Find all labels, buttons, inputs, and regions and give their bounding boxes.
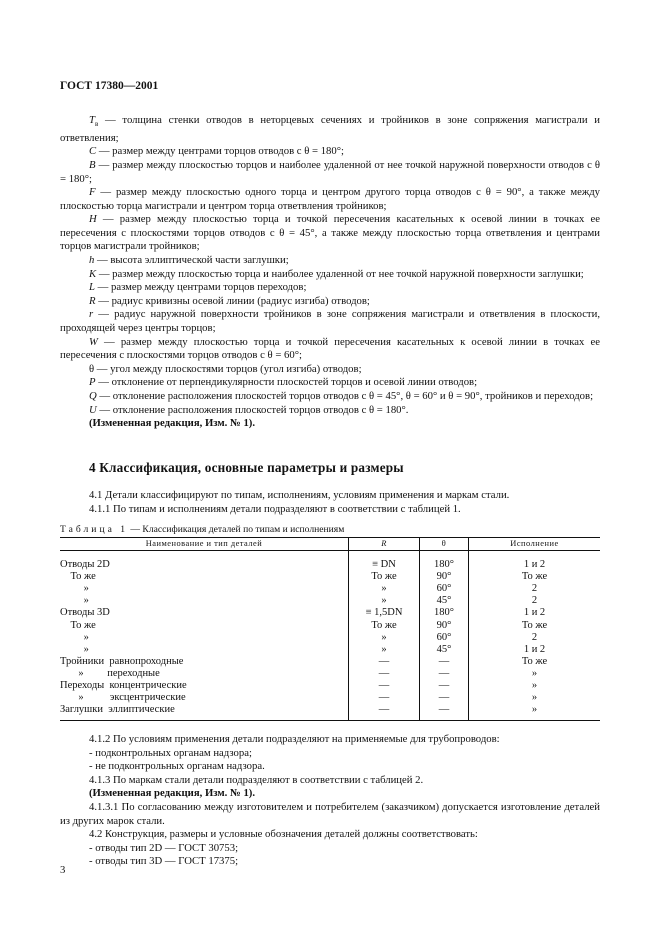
header-exec: Исполнение bbox=[469, 538, 601, 551]
cell-exec: » bbox=[531, 667, 538, 679]
cell-name: Переходы концентрические bbox=[60, 680, 187, 692]
cell-name: » эксцентрические bbox=[60, 692, 186, 704]
definition-symbol: H bbox=[89, 213, 97, 226]
definition-item bbox=[60, 254, 600, 268]
cell-r: То же bbox=[371, 571, 397, 583]
definition-text: — высота эллиптической части заглушки; bbox=[94, 254, 289, 267]
cell-name: То же bbox=[60, 619, 96, 631]
definition-item bbox=[60, 159, 600, 186]
definition-text: — размер между центрами торцов отводов с θ = 180°; bbox=[96, 145, 344, 158]
column-r bbox=[349, 551, 420, 721]
header-r-label: R bbox=[381, 539, 387, 548]
table-header-row bbox=[60, 538, 600, 551]
paragraph: - отводы тип 2D — ГОСТ 30753; bbox=[89, 841, 239, 854]
definition-item bbox=[60, 268, 600, 282]
paragraph: 4.2 Конструкция, размеры и условные обозначения деталей должны соответствовать: bbox=[89, 828, 478, 841]
column-theta bbox=[420, 551, 469, 721]
cell-name: Тройники равнопроходные bbox=[60, 655, 184, 667]
cell-name: » переходные bbox=[60, 667, 160, 679]
cell-r: — bbox=[378, 655, 390, 667]
definition-text: — радиус наружной поверхности тройников в зоне сопряжения магистрали и ответвления в плоскости, проходящей через центры торцов; bbox=[60, 308, 600, 335]
definition-text: — размер между плоскостью одного торца и центром другого торца отводов с θ = 90°, а также между плоскостью торца магистрали и центром торца ответвления тройников; bbox=[60, 186, 600, 212]
definition-item bbox=[60, 404, 600, 418]
column-name bbox=[60, 551, 349, 721]
paragraph: - отводы тип 3D — ГОСТ 17375; bbox=[89, 855, 239, 868]
cell-r: — bbox=[378, 704, 390, 716]
definition-symbol: U bbox=[89, 403, 97, 416]
cell-r: » bbox=[381, 583, 387, 595]
cell-theta: 60° bbox=[436, 631, 452, 643]
definition-symbol: P bbox=[89, 376, 96, 389]
cell-exec: 1 и 2 bbox=[523, 607, 546, 619]
definition-text: — размер между плоскостью торцов и наиболее удаленной от нее точкой наружной поверхности отводов с θ = 180°; bbox=[60, 158, 600, 185]
cell-theta: 60° bbox=[436, 583, 452, 595]
cell-exec: То же bbox=[521, 571, 548, 583]
definition-symbol: r bbox=[89, 308, 94, 321]
definition-symbol: h bbox=[89, 254, 95, 267]
section-heading: 4 Классификация, основные параметры и размеры bbox=[89, 460, 404, 475]
column-exec bbox=[469, 551, 601, 721]
paragraph: 4.1 Детали классифицируют по типам, исполнениям, условиям применения и маркам стали. bbox=[89, 489, 510, 501]
cell-theta: — bbox=[438, 667, 450, 679]
cell-r: » bbox=[381, 595, 387, 607]
cell-name: Отводы 2D bbox=[60, 559, 110, 571]
paragraph: (Измененная редакция, Изм. № 1). bbox=[89, 787, 256, 800]
definition-symbol: L bbox=[89, 281, 95, 294]
cell-name: Заглушки эллиптические bbox=[60, 704, 175, 716]
definition-text: — толщина стенки отводов в неторцевых сечениях и тройников в зоне сопряжения магистрали и ответвления; bbox=[60, 114, 600, 144]
classification-paragraphs bbox=[60, 489, 600, 516]
definition-symbol: W bbox=[89, 335, 98, 348]
table-caption bbox=[60, 524, 344, 535]
table-caption-title: — Классификация деталей по типам и исполнениям bbox=[128, 524, 345, 535]
cell-name: » bbox=[60, 595, 89, 607]
paragraph: 4.1.1 По типам и исполнениям детали подразделяют в соответствии с таблицей 1. bbox=[89, 502, 461, 515]
cell-exec: 2 bbox=[531, 595, 538, 607]
definition-text: — размер между плоскостью торца и точкой пересечения касательных к осевой линии в точках ее пересечения с плоскостями торцов отводов с θ = 60°; bbox=[60, 335, 600, 362]
classification-table bbox=[60, 537, 600, 721]
paragraph: 4.1.3.1 По согласованию между изготовителем и потребителем (заказчиком) допускается изготовление деталей из других марок стали. bbox=[60, 800, 600, 827]
cell-exec: » bbox=[531, 692, 538, 704]
definition-text: — размер между плоскостью торца и наиболее удаленной от нее точкой наружной поверхности заглушки; bbox=[96, 267, 584, 280]
cell-theta: 180° bbox=[434, 607, 454, 619]
cell-name: То же bbox=[60, 571, 96, 583]
cell-r: — bbox=[378, 667, 390, 679]
definition-symbol: C bbox=[89, 145, 97, 158]
definition-symbol: T bbox=[89, 114, 95, 126]
definition-symbol: K bbox=[89, 267, 97, 280]
cell-exec: 1 и 2 bbox=[523, 643, 546, 655]
definition-text: — размер между плоскостью торца и точкой пересечения касательных к осевой линии в точках ее пересечения с плоскостями торцов отводов с θ = 45°, а также между плоскостью торца ответвления и центрами торцов магистрали тройников; bbox=[60, 213, 600, 253]
edit-note: (Измененная редакция, Изм. № 1). bbox=[89, 417, 256, 430]
cell-name: » bbox=[60, 583, 89, 595]
paragraph: 4.1.2 По условиям применения детали подразделяют на применяемые для трубопроводов: bbox=[89, 733, 500, 745]
paragraph: 4.1.3 По маркам стали детали подразделяют в соответствии с таблицей 2. bbox=[89, 773, 424, 786]
paragraph: - подконтрольных органам надзора; bbox=[89, 746, 252, 759]
definition-item bbox=[60, 376, 600, 390]
definition-item bbox=[60, 213, 600, 254]
definition-item bbox=[60, 114, 600, 145]
cell-exec: 1 и 2 bbox=[523, 559, 546, 571]
definition-item bbox=[60, 308, 600, 335]
page-number: 3 bbox=[60, 864, 66, 876]
after-table-paragraphs bbox=[60, 733, 600, 869]
cell-r: ≡ 1,5DN bbox=[365, 607, 403, 619]
definition-item bbox=[60, 336, 600, 363]
cell-exec: То же bbox=[521, 655, 548, 667]
cell-exec: » bbox=[531, 704, 538, 716]
cell-name: » bbox=[60, 643, 89, 655]
definition-symbol: F bbox=[89, 186, 96, 199]
cell-theta: — bbox=[438, 704, 450, 716]
cell-r: — bbox=[378, 692, 390, 704]
cell-r: То же bbox=[371, 619, 397, 631]
cell-r: ≡ DN bbox=[372, 559, 396, 571]
document-header: ГОСТ 17380—2001 bbox=[60, 80, 159, 92]
cell-r: » bbox=[381, 631, 387, 643]
definition-item bbox=[60, 390, 600, 404]
definition-symbol-subscript: в bbox=[94, 120, 99, 129]
definition-symbol: R bbox=[89, 294, 96, 307]
definition-symbol: Q bbox=[89, 390, 97, 403]
cell-exec: То же bbox=[521, 619, 548, 631]
cell-r: — bbox=[378, 680, 390, 692]
cell-theta: — bbox=[438, 655, 450, 667]
definition-item bbox=[60, 186, 600, 213]
cell-theta: — bbox=[438, 692, 450, 704]
definition-text: — радиус кривизны осевой линии (радиус изгиба) отводов; bbox=[95, 294, 370, 307]
definition-text: θ — угол между плоскостями торцов (угол изгиба) отводов; bbox=[89, 362, 362, 375]
cell-theta: 180° bbox=[434, 559, 454, 571]
definition-item bbox=[60, 145, 600, 159]
definition-item bbox=[60, 295, 600, 309]
cell-theta: 90° bbox=[436, 571, 452, 583]
cell-theta: — bbox=[438, 680, 450, 692]
table-body-row bbox=[60, 551, 600, 721]
definition-item bbox=[60, 363, 600, 377]
cell-theta: 45° bbox=[436, 643, 452, 655]
header-theta: θ bbox=[420, 538, 469, 551]
cell-exec: » bbox=[531, 680, 538, 692]
definition-symbol: B bbox=[89, 158, 96, 171]
cell-theta: 45° bbox=[436, 595, 452, 607]
cell-name: » bbox=[60, 631, 89, 643]
definitions-block bbox=[60, 114, 600, 431]
definition-item bbox=[60, 281, 600, 295]
header-name: Наименование и тип деталей bbox=[60, 538, 349, 551]
definition-text: — отклонение от перпендикулярности плоскостей торцов и осевой линии отводов; bbox=[95, 376, 478, 389]
cell-r: » bbox=[381, 643, 387, 655]
cell-theta: 90° bbox=[436, 619, 452, 631]
definition-text: — размер между центрами торцов переходов; bbox=[94, 281, 307, 294]
header-r bbox=[349, 538, 420, 551]
definition-text: — отклонение расположения плоскостей торцов отводов с θ = 45°, θ = 60° и θ = 90°, тройников и переходов; bbox=[96, 390, 594, 403]
cell-exec: 2 bbox=[531, 583, 538, 595]
cell-name: Отводы 3D bbox=[60, 607, 110, 619]
paragraph: - не подконтрольных органам надзора. bbox=[89, 760, 265, 773]
table-caption-word: Таблица 1 bbox=[60, 524, 129, 535]
cell-exec: 2 bbox=[531, 631, 538, 643]
definition-text: — отклонение расположения плоскостей торцов отводов с θ = 180°. bbox=[96, 403, 409, 416]
